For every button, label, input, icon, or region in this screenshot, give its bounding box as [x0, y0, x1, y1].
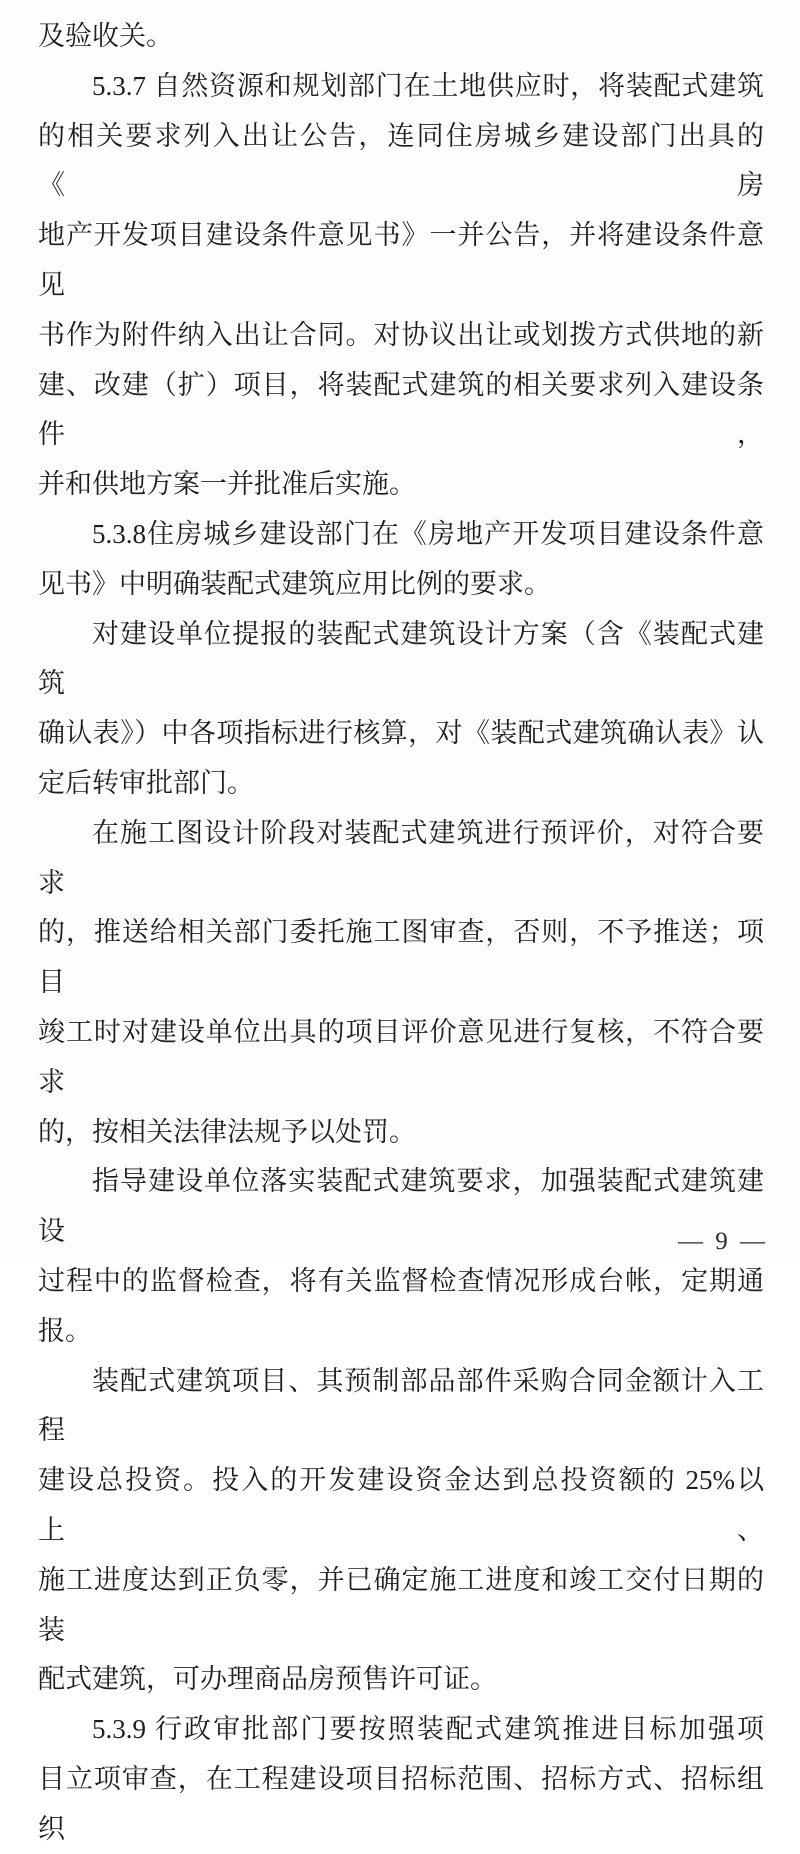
text-line: 在施工图设计阶段对装配式建筑进行预评价，对符合要求	[38, 817, 764, 898]
text-line: 装配式建筑项目、其预制部品部件采购合同金额计入工程	[38, 1365, 764, 1446]
text-line: 及验收关。	[38, 21, 173, 51]
text-line: 施工进度达到正负零，并已确定施工进度和竣工交付日期的装	[38, 1564, 764, 1645]
document-text	[38, 12, 764, 1854]
text-line: 目立项审查，在工程建设项目招标范围、招标方式、招标组织	[38, 1763, 764, 1844]
text-line: 建设总投资。投入的开发建设资金达到总投资额的 25%以上、	[38, 1465, 764, 1545]
text-line: 并和供地方案一并批准后实施。	[38, 469, 416, 500]
text-line: 的相关要求列入出让公告，连同住房城乡建设部门出具的《房	[38, 120, 764, 201]
text-line: 配式建筑，可办理商品房预售许可证。	[38, 1664, 497, 1695]
text-line: 过程中的监督检查，将有关监督检查情况形成台帐，定期通报。	[38, 1265, 764, 1346]
text-line: 见书》中明确装配式建筑应用比例的要求。	[38, 568, 551, 599]
text-line: 竣工时对建设单位出具的项目评价意见进行复核，不符合要求	[38, 1016, 764, 1097]
text-line: 的，推送给相关部门委托施工图审查，否则，不予推送；项目	[38, 917, 764, 998]
text-line: 定后转审批部门。	[38, 767, 254, 798]
text-line: 确认表》）中各项指标进行核算，对《装配式建筑确认表》认	[38, 718, 764, 749]
text-line: 的，按相关法律法规予以处罚。	[38, 1116, 416, 1147]
text-line: 5.3.9 行政审批部门要按照装配式建筑推进目标加强项	[92, 1714, 764, 1745]
text-line: 建、改建（扩）项目，将装配式建筑的相关要求列入建设条件，	[38, 369, 764, 450]
page-number: — 9 —	[678, 1228, 768, 1255]
text-line: 对建设单位提报的装配式建筑设计方案（含《装配式建筑	[38, 618, 764, 699]
text-line: 5.3.7 自然资源和规划部门在土地供应时，将装配式建筑	[92, 70, 764, 101]
text-line: 地产开发项目建设条件意见书》一并公告，并将建设条件意见	[38, 220, 764, 300]
text-line: 指导建设单位落实装配式建筑要求，加强装配式建筑建设	[38, 1166, 764, 1247]
text-line: 书作为附件纳入出让合同。对协议出让或划拨方式供地的新	[38, 319, 764, 350]
text-line: 5.3.8住房城乡建设部门在《房地产开发项目建设条件意	[92, 518, 764, 549]
